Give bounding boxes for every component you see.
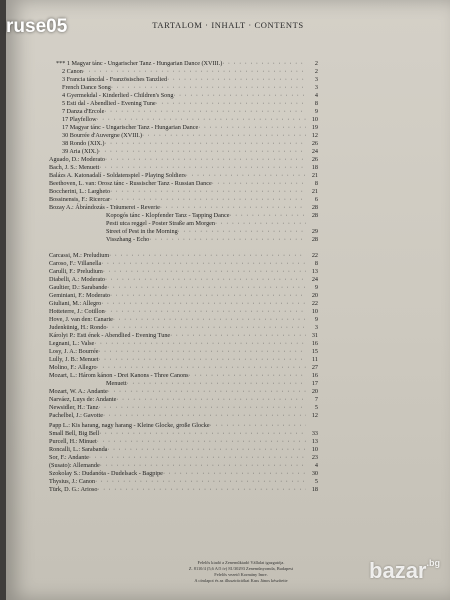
toc-entry-title: Roncalli, L.: Sarabanda	[49, 446, 108, 453]
toc-entry-title: Carcassi, M.: Preludium	[49, 252, 110, 259]
dot-leader	[189, 372, 306, 380]
toc-entry-page: 21	[311, 172, 318, 179]
toc-entry-title: Carulli, F.: Preludium	[49, 268, 103, 275]
toc-entry-title: 38 Rondo (XIX.)	[62, 140, 105, 147]
toc-entry-title: 2 Canon	[62, 68, 83, 75]
dot-leader	[116, 396, 306, 404]
dot-leader	[173, 92, 306, 100]
toc-entry	[49, 372, 318, 380]
toc-entry	[49, 172, 318, 180]
toc-entry	[62, 108, 318, 116]
toc-entry-page: 5	[314, 478, 318, 485]
toc-entry-page: 4	[314, 92, 318, 99]
toc-entry	[62, 76, 318, 84]
toc-entry-page: 15	[311, 348, 318, 355]
toc-entry-title: Bach, J. S.: Menuett	[49, 164, 100, 171]
toc-entry	[106, 236, 318, 244]
toc-entry	[49, 486, 318, 494]
toc-entry-title: Türk, D. G.: Arioso	[49, 486, 98, 493]
toc-entry	[49, 180, 318, 188]
user-logo: ruse05	[6, 16, 68, 37]
dot-leader	[99, 164, 306, 172]
toc-entry-title: Caroso, F.: Villanella	[49, 260, 102, 267]
toc-entry-page: 31	[311, 332, 318, 339]
colophon-line: A címlapot és az illusztrációkat Kass János készítette	[194, 578, 288, 583]
toc-entry-page: 17	[311, 380, 318, 387]
toc-entry	[49, 462, 318, 470]
dot-leader	[229, 212, 306, 220]
toc-entry-title: Judenkünig, H.: Rondo	[49, 324, 107, 331]
dot-leader	[105, 308, 306, 316]
toc-entry-page: 3	[314, 324, 318, 331]
toc-entry-title: Molino, F.: Allegro	[49, 364, 97, 371]
dot-leader	[178, 228, 306, 236]
toc-entry	[49, 204, 318, 212]
toc-entry-title: Beethoven, L. van: Orosz tánc - Russischer Tanz - Russian Dance	[49, 180, 212, 187]
dot-leader	[111, 84, 306, 92]
toc-entry-page: 13	[311, 438, 318, 445]
toc-entry-title: 39 Aria (XIX.)	[62, 148, 99, 155]
toc-entry	[49, 412, 318, 420]
toc-entry-page: 22	[311, 300, 318, 307]
watermark-text: bazar	[369, 558, 427, 583]
toc-entry-page: 9	[314, 108, 318, 115]
toc-entry	[49, 364, 318, 372]
toc-entry	[62, 132, 318, 140]
toc-entry-page: 23	[311, 454, 318, 461]
dot-leader	[170, 332, 306, 340]
toc-entry	[49, 470, 318, 478]
toc-entry	[62, 68, 318, 76]
toc-entry-title: 17 Playfellow	[62, 116, 97, 123]
dot-leader	[110, 196, 306, 204]
toc-entry-page: 29	[311, 228, 318, 235]
toc-entry-title: French Dance Song	[62, 84, 111, 91]
toc-entry-title: Visszhang - Echo	[106, 236, 150, 243]
toc-entry-title: Hotteterre, J.: Cotillon	[49, 308, 105, 315]
dot-leader	[95, 478, 306, 486]
dot-leader	[105, 276, 306, 284]
dot-leader	[98, 404, 306, 412]
toc-entry-title: Bozay A.: Ábrándozás - Träumerei - Reverie	[49, 204, 160, 211]
toc-entry-title: Diabelli, A.: Moderato	[49, 276, 106, 283]
toc-entry	[62, 148, 318, 156]
dot-leader	[103, 268, 306, 276]
toc-entry	[106, 220, 318, 228]
toc-entry-page: 33	[311, 430, 318, 437]
dot-leader	[97, 438, 306, 446]
toc-entry-title: Papp L.: Kis harang, nagy harang - Kleine Glocke, große Glocke	[49, 422, 210, 429]
watermark-tld: .bg	[426, 558, 440, 568]
toc-entry-title: Geminiani, F.: Moderato	[49, 292, 111, 299]
toc-entry-page: 2	[314, 68, 318, 75]
dot-leader	[101, 300, 306, 308]
toc-entry-page: 26	[311, 140, 318, 147]
toc-entry-page: 8	[314, 260, 318, 267]
toc-entry	[49, 422, 318, 430]
toc-entry	[49, 268, 318, 276]
toc-entry-title: Newsidler, H.: Tanz	[49, 404, 99, 411]
toc-entry-page: 9	[314, 284, 318, 291]
toc-entry-page: 28	[311, 204, 318, 211]
toc-entry	[49, 260, 318, 268]
dot-leader	[160, 204, 306, 212]
toc-entry	[49, 404, 318, 412]
toc-entry-page: 5	[314, 404, 318, 411]
toc-entry	[49, 356, 318, 364]
toc-entry-page: 6	[314, 196, 318, 203]
colophon-line: Z. 8110/4 (5,6 A/5 ív) 81/30293 Zeneműnyomda, Budapest	[188, 566, 294, 571]
toc-entry-title: 5 Esti dal - Abendlied - Evening Tune	[62, 100, 156, 107]
toc-entry-title: Mozart, L.: Három kánon - Drei Kanons - Three Canons	[49, 372, 189, 379]
dot-leader	[104, 108, 306, 116]
dot-leader	[110, 188, 306, 196]
toc-entry-page: 13	[311, 268, 318, 275]
toc-entry	[49, 308, 318, 316]
toc-entry	[49, 252, 318, 260]
toc-entry-title: Street of Pest in the Morning	[106, 228, 178, 235]
toc-entry-title: *** 1 Magyar tánc - Ungarischer Tanz - Hungarian Dance (XVIII.)	[56, 60, 223, 67]
dot-leader	[186, 172, 306, 180]
toc-entry-title: Bossinensis, F.: Ricercar	[49, 196, 111, 203]
toc-entry-title: 17 Magyar tánc - Ungarischer Tanz - Hungarian Dance	[62, 124, 199, 131]
toc-entry	[49, 388, 318, 396]
toc-entry-page: 12	[311, 412, 318, 419]
toc-entry	[62, 140, 318, 148]
dot-leader	[101, 260, 306, 268]
toc-entry-page: 24	[311, 276, 318, 283]
toc-entry-title: Gaultier, D.: Sarabande	[49, 284, 108, 291]
dot-leader	[83, 68, 306, 76]
toc-entry-page: 28	[311, 212, 318, 219]
toc-entry-title: Aguado, D.: Moderato	[49, 156, 106, 163]
dot-leader	[97, 116, 306, 124]
toc-entry-title: Mozart, W. A.: Andante	[49, 388, 108, 395]
book-page	[6, 0, 450, 600]
toc-entry	[62, 84, 318, 92]
dot-leader	[99, 148, 306, 156]
toc-entry	[49, 430, 318, 438]
toc-entry-page: 28	[311, 236, 318, 243]
toc-entry	[49, 196, 318, 204]
toc-entry-title: Lully, J. B.: Menuet	[49, 356, 99, 363]
dot-leader	[106, 324, 306, 332]
toc-entry-title: Kopogós tánc - Klopfender Tanz - Tapping Dance	[106, 212, 230, 219]
toc-entry	[49, 300, 318, 308]
toc-entry-title: Narváez, Luys de: Andante	[49, 396, 117, 403]
toc-entry-page: 21	[311, 188, 318, 195]
toc-entry	[62, 100, 318, 108]
toc-entry-title: Balázs A. Katonadalí - Soldatenspiel - Playing Soldiers	[49, 172, 186, 179]
toc-entry	[62, 116, 318, 124]
dot-leader	[163, 470, 306, 478]
dot-leader	[149, 236, 306, 244]
colophon-line: Felelős kiadó a Zeneműkiadó Vállalat igazgatója.	[197, 560, 285, 565]
toc-entry-title: Hove, J. van den: Canarie	[49, 316, 113, 323]
toc-entry	[106, 212, 318, 220]
dot-leader	[105, 156, 306, 164]
dot-leader	[100, 462, 306, 470]
toc-entry-title: 30 Bourrée d'Auvergne (XVIII.)	[62, 132, 143, 139]
toc-entry-title: Pachelbel, J.: Gavotte	[49, 412, 103, 419]
toc-entry	[49, 454, 318, 462]
toc-entry-page: 8	[314, 180, 318, 187]
toc-entry	[49, 332, 318, 340]
toc-entry-title: Boccherini, L.: Largheto	[49, 188, 111, 195]
dot-leader	[127, 380, 306, 388]
dot-leader	[210, 422, 306, 430]
toc-entry-title: Károlyi P.: Esti ének - Abendlied - Evening Tune	[49, 332, 171, 339]
toc-entry	[49, 164, 318, 172]
dot-leader	[222, 60, 306, 68]
page-title: TARTALOM · INHALT · CONTENTS	[152, 20, 304, 30]
dot-leader	[142, 132, 306, 140]
toc-entry-page: 4	[314, 462, 318, 469]
toc-entry-page: 22	[311, 252, 318, 259]
toc-entry-page: 27	[311, 364, 318, 371]
toc-entry	[49, 348, 318, 356]
toc-entry-page: 7	[314, 396, 318, 403]
toc-entry	[56, 60, 318, 68]
toc-entry	[49, 276, 318, 284]
toc-entry-page: 26	[311, 156, 318, 163]
dot-leader	[97, 486, 306, 494]
toc-entry	[106, 380, 318, 388]
toc-entry-page: 30	[311, 470, 318, 477]
toc-entry-page: 24	[311, 148, 318, 155]
dot-leader	[107, 446, 306, 454]
dot-leader	[113, 316, 306, 324]
toc-entry	[62, 124, 318, 132]
dot-leader	[94, 340, 306, 348]
toc-entry-page: 18	[311, 164, 318, 171]
site-watermark	[369, 558, 440, 584]
toc-entry-title: Szokolay S.: Dudanóta - Dudelsack - Bagpipe	[49, 470, 163, 477]
toc-entry-page: 3	[314, 76, 318, 83]
toc-entry-title: Losy, J. A.: Bourrée	[49, 348, 99, 355]
toc-entry	[49, 478, 318, 486]
toc-entry	[49, 292, 318, 300]
toc-entry-title: Legnani, L.: Valse	[49, 340, 95, 347]
dot-leader	[89, 454, 306, 462]
toc-entry-page: 2	[314, 60, 318, 67]
dot-leader	[167, 76, 306, 84]
toc-entry-page: 18	[311, 486, 318, 493]
toc-entry	[49, 324, 318, 332]
toc-entry-page: 10	[311, 116, 318, 123]
toc-entry	[62, 92, 318, 100]
toc-entry-title: 3 Francia táncdal - Französisches Tanzlied	[62, 76, 168, 83]
toc-entry	[49, 284, 318, 292]
toc-entry-title: Sor, F.: Andante	[49, 454, 89, 461]
colophon-line: Felelős vezető Kormány Imre.	[214, 572, 268, 577]
dot-leader	[212, 180, 306, 188]
toc-entry-page: 11	[312, 356, 318, 363]
toc-entry	[49, 438, 318, 446]
toc-entry-page: 10	[311, 308, 318, 315]
dot-leader	[104, 140, 306, 148]
toc-entry-page: 20	[311, 388, 318, 395]
dot-leader	[97, 364, 306, 372]
dot-leader	[99, 430, 306, 438]
toc-entry-title: Menuett	[106, 380, 127, 387]
toc-entry-title: Small Bell, Big Bell	[49, 430, 100, 437]
toc-entry-page: 20	[311, 292, 318, 299]
toc-entry-title: Giuliani, M.: Allegro	[49, 300, 102, 307]
colophon	[126, 560, 356, 584]
dot-leader	[107, 284, 306, 292]
dot-leader	[98, 348, 306, 356]
dot-leader	[108, 388, 306, 396]
dot-leader	[110, 292, 306, 300]
toc-entry-title: Purcell, H.: Minuet	[49, 438, 97, 445]
toc-entry	[49, 446, 318, 454]
toc-entry-page: 3	[314, 84, 318, 91]
toc-entry-title: 4 Gyermekdal - Kinderlied - Children's Song	[62, 92, 174, 99]
dot-leader	[103, 412, 306, 420]
toc-entry-page: 12	[311, 132, 318, 139]
toc-entry	[49, 156, 318, 164]
toc-entry	[49, 316, 318, 324]
dot-leader	[215, 220, 306, 228]
toc-entry-title: (Susato): Allemande	[49, 462, 100, 469]
toc-entry	[106, 228, 318, 236]
toc-entry-page: 16	[311, 340, 318, 347]
dot-leader	[198, 124, 306, 132]
toc-entry-page: 10	[311, 446, 318, 453]
toc-entry-page: 16	[311, 372, 318, 379]
toc-entry	[49, 340, 318, 348]
toc-entry-title: Thysius, J.: Canon	[49, 478, 96, 485]
toc-entry	[49, 188, 318, 196]
toc-entry-page: 19	[311, 124, 318, 131]
toc-entry-title: 7 Danza d'Ercole	[62, 108, 105, 115]
dot-leader	[98, 356, 306, 364]
toc-entry-page: 8	[314, 100, 318, 107]
toc-entry	[49, 396, 318, 404]
toc-entry-page: 9	[314, 316, 318, 323]
dot-leader	[156, 100, 306, 108]
toc-entry-title: Pesti utca reggel - Poster Straße am Morgen	[106, 220, 216, 227]
dot-leader	[109, 252, 306, 260]
